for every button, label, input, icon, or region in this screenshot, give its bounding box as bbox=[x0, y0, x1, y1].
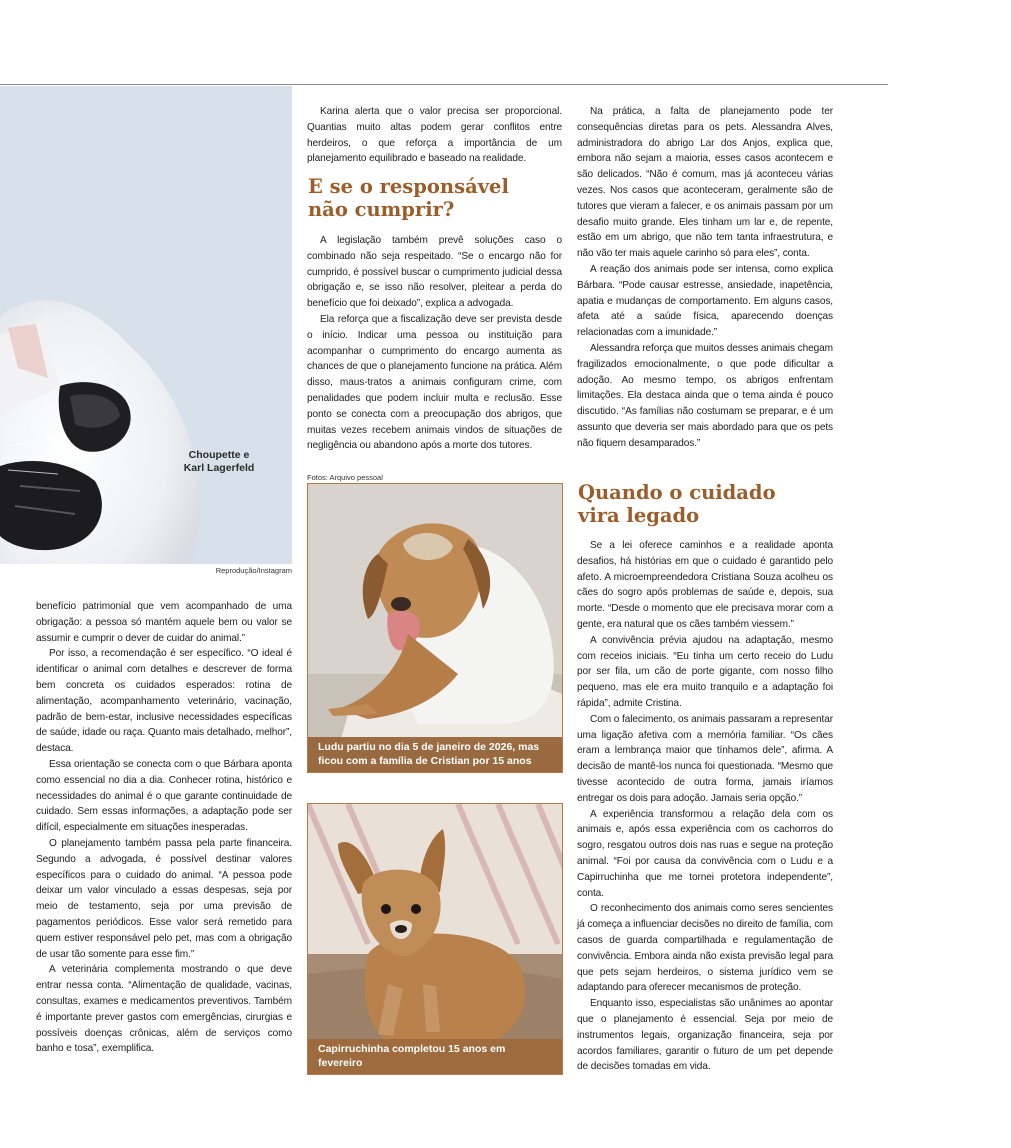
article-column-1 bbox=[36, 599, 292, 1057]
paragraph: Karina alerta que o valor precisa ser proporcional. Quantias muito altas podem gerar conflitos entre herdeiros, o que reforça a importância de um planejamento equilibrado e baseado na realidade. bbox=[307, 106, 562, 165]
top-rule bbox=[0, 84, 888, 85]
paragraph: Ela reforça que a fiscalização deve ser prevista desde o início. Indicar uma pessoa ou instituição para acompanhar o cumprimento do encargo aumenta as chances de que o planejamento funcione na prática. Além disso, maus-tratos a animais configuram crime, com penalidades que podem incluir multa e reclusão. Esse ponto se conecta com a preocupação dos abrigos, que muitas vezes recebem animais vindos de situações de negligência ou abandono após a morte dos tutores. bbox=[307, 313, 562, 452]
paragraph: O reconhecimento dos animais como seres sencientes já começa a influenciar decisões no direito de família, com casos de guarda compartilhada e regulamentação de convivência. Embora ainda não exista previsão legal para que pets sejam herdeiros, o sistema jurídico vem se adaptando para oferecer mecanismos de proteção. bbox=[577, 903, 833, 994]
paragraph: benefício patrimonial que vem acompanhado de uma obrigação: a pessoa só mantém aquele bem ou valor se assumir e cumprir o dever de cuidar do animal.” bbox=[36, 601, 292, 644]
hero-photo-cat bbox=[0, 86, 292, 564]
cat-photo-illustration bbox=[0, 86, 292, 564]
section-heading-2: Quando o cuidado vira legado bbox=[578, 481, 776, 527]
photo-ludu bbox=[307, 483, 563, 773]
hero-photo-credit: Reprodução/Instagram bbox=[215, 566, 292, 575]
paragraph: A veterinária complementa mostrando o que deve entrar nessa conta. “Alimentação de qualidade, vacinas, consultas, exames e medicamentos preventivos. Também é importante prever gastos com emergências, cirurgias e possíveis doenças crônicas, além de serviços como banho e tosa”, exemplifica. bbox=[36, 964, 292, 1055]
paragraph: Por isso, a recomendação é ser específico. “O ideal é identificar o animal com detalhes e descrever de forma bem concreta os cuidados esperados: rotina de alimentação, acompanhamento veterinário, vacinação, padrão de bem-estar, inclusive necessidades específicas de saúde, idade ou raça. Quanto mais detalhado, melhor”, destaca. bbox=[36, 648, 292, 755]
paragraph: Na prática, a falta de planejamento pode ter consequências diretas para os pets. Alessandra Alves, administradora do abrigo Lar dos Anjos, explica que, embora não sejam a maioria, esses casos acontecem e são delicados. “Não é comum, mas já aconteceu várias vezes. Nos casos que aconteceram, geralmente são de tutores que vieram a falecer, e os animais passam por um desafio muito grande. Eles tinham um lar e, de repente, estão em um abrigo, que não tem tanta infraestrutura, e não vão ter mais aquele carinho só para eles”, conta. bbox=[577, 106, 833, 260]
article-column-2-top bbox=[307, 104, 562, 167]
paragraph: A convivência prévia ajudou na adaptação, mesmo com receios iniciais. “Eu tinha um certo receio do Ludu por ser fila, um cão de porte gigante, com nosso filho pequeno, mas ele era muito tranquilo e a adaptação foi rápida”, admite Cristina. bbox=[577, 634, 833, 709]
paragraph: Essa orientação se conecta com o que Bárbara aponta como essencial no dia a dia. Conhecer rotina, histórico e necessidades do animal é o que garante continuidade de cuidado. Sem essas informações, a adaptação pode ser difícil, especialmente em situações inesperadas. bbox=[36, 758, 292, 834]
section-heading-1: E se o responsável não cumprir? bbox=[308, 175, 509, 221]
article-column-3-top bbox=[577, 104, 833, 452]
photo-capirruchinha bbox=[307, 803, 563, 1075]
dog-photo-ludu-illustration bbox=[308, 484, 562, 772]
photo-caption-capirruchinha: Capirruchinha completou 15 anos em fevereiro bbox=[308, 1039, 562, 1074]
paragraph: Enquanto isso, especialistas são unânimes ao apontar que o planejamento é essencial. Seja por meio de instrumentos legais, organização financeira, seja por acordos familiares, garantir o futuro de um pet depende de decisões tomadas em vida. bbox=[577, 998, 833, 1073]
paragraph: A reação dos animais pode ser intensa, como explica Bárbara. “Pode causar estresse, ansiedade, inapetência, apatia e mudanças de comportamento. Em alguns casos, afeta até a saúde física, aparecendo doenças relacionadas com a imunidade.” bbox=[577, 263, 833, 339]
paragraph: Com o falecimento, os animais passaram a representar uma ligação afetiva com a memória familiar. “Os cães eram a lembrança maior que tínhamos dele”, afirma. A decisão de mantê-los nunca foi questionada. “Mesmo que tivesse acontecido de outra forma, jamais iríamos entregar os dois para adoção. Jamais seria opção.” bbox=[577, 713, 833, 804]
paragraph: Alessandra reforça que muitos desses animais chegam fragilizados emocionalmente, o que pode dificultar a adoção. Ao mesmo tempo, os abrigos enfrentam limitações. Ela destaca ainda que o tema ainda é pouco discutido. “As famílias não costumam se preparar, e é um assunto que deveria ser mais abordado para que os pets não fiquem desamparados.” bbox=[577, 342, 833, 449]
paragraph: A legislação também prevê soluções caso o combinado não seja respeitado. “Se o encargo não for cumprido, é possível buscar o cumprimento judicial dessa obrigação e, se isso não resolver, pleitear a perda do benefício que foi deixado”, explica a advogada. bbox=[307, 235, 562, 310]
hero-caption: Choupette e Karl Lagerfeld bbox=[183, 449, 255, 474]
dog-photo-capirruchinha-illustration bbox=[308, 804, 562, 1074]
article-column-3-bottom bbox=[577, 538, 833, 1075]
photos-credit: Fotos: Arquivo pessoal bbox=[307, 473, 383, 482]
paragraph: Se a lei oferece caminhos e a realidade aponta desafios, há histórias em que o cuidado é garantido pelo afeto. A microempreendedora Cristiana Souza acolheu os cães do sogro após problemas de saúde e, depois, sua morte. “Desde o momento que ele precisava morar com a gente, era natural que os cães também viessem.” bbox=[577, 540, 833, 630]
paragraph: A experiência transformou a relação dela com os animais e, após essa experiência com os cachorros do sogro, resgatou outros dois nas ruas e segue na proteção animal. “Foi por causa da convivência com o Ludu e a Capirruchinha que me tornei protetora independente”, conta. bbox=[577, 808, 833, 899]
photo-caption-ludu: Ludu partiu no dia 5 de janeiro de 2026, mas ficou com a família de Cristian por 15 anos bbox=[308, 737, 562, 772]
article-column-2-bottom bbox=[307, 233, 562, 454]
paragraph: O planejamento também passa pela parte financeira. Segundo a advogada, é possível destinar valores específicos para o cuidado do animal. “A pessoa pode deixar um valor vinculado a essas despesas, seja por meio de testamento, seja por uma previsão de pagamentos periódicos. Esse valor será remetido para quem estiver responsável pelo pet, mas com a obrigação de usar tão somente para esse fim.” bbox=[36, 837, 292, 960]
